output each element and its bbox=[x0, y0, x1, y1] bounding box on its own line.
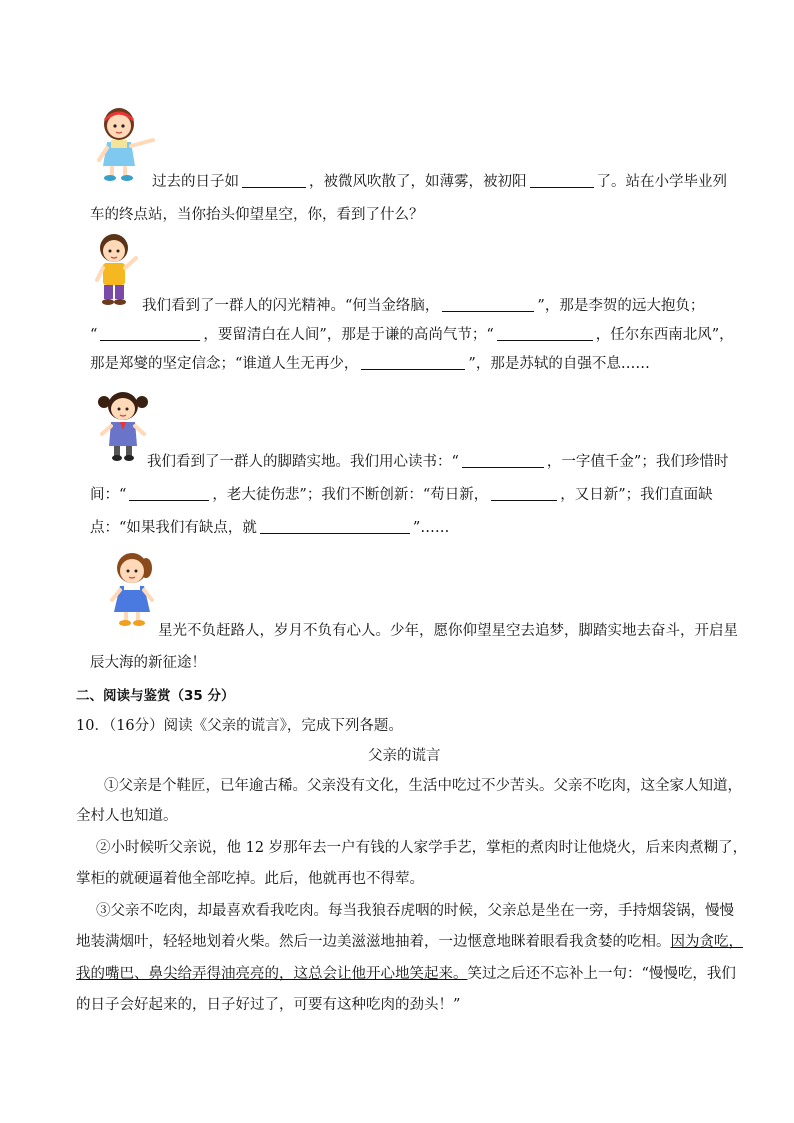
article-paragraph-3-line-1: ③父亲不吃肉，却最喜欢看我吃肉。每当我狼吞虎咽的时候，父亲总是坐在一旁，手持烟袋锅，慢慢 bbox=[96, 903, 734, 919]
kids-paragraph-1-line-1: 过去的日子如 ，被微风吹散了，如薄雾，被初阳 了。站在小学毕业列 bbox=[152, 174, 727, 190]
article-paragraph-1-line-2: 全村人也知道。 bbox=[76, 808, 178, 824]
blank-10[interactable] bbox=[260, 519, 410, 534]
girl-pigtails-icon bbox=[96, 388, 150, 464]
article-paragraph-1-line-1: ①父亲是个鞋匠，已年逾古稀。父亲没有文化，生活中吃过不少苦头。父亲不吃肉，这全家人知道， bbox=[104, 778, 742, 794]
kids-paragraph-3-line-3: 点：“如果我们有缺点，就 ”…… bbox=[90, 520, 450, 536]
blank-7[interactable] bbox=[462, 453, 544, 468]
kids-paragraph-2-line-2: “ ，要留清白在人间”，那是于谦的高尚气节；“ ，任尔东西南北风”， bbox=[90, 327, 734, 343]
kids-paragraph-3-line-1: 我们看到了一群人的脚踏实地。我们用心读书：“ ，一字值千金”；我们珍惜时 bbox=[147, 454, 729, 470]
blank-1[interactable] bbox=[242, 173, 306, 188]
article-title: 父亲的谎言 bbox=[368, 748, 441, 764]
kids-paragraph-2-line-3: 那是郑燮的坚定信念；“谁道人生无再少， ”，那是苏轼的自强不息…… bbox=[90, 356, 650, 372]
blank-3[interactable] bbox=[442, 297, 534, 312]
blank-8[interactable] bbox=[129, 486, 209, 501]
kids-paragraph-3-line-2: 间：“ ，老大徒伤悲”；我们不断创新：“苟日新， ，又日新”；我们直面缺 bbox=[90, 487, 713, 503]
kids-paragraph-4-line-1: 星光不负赶路人，岁月不负有心人。少年，愿你仰望星空去追梦，脚踏实地去奋斗，开启星 bbox=[158, 623, 738, 639]
article-paragraph-2-line-2: 掌柜的就硬逼着他全部吃掉。此后，他就再也不得荤。 bbox=[76, 871, 424, 887]
blank-2[interactable] bbox=[530, 173, 594, 188]
blank-4[interactable] bbox=[100, 326, 200, 341]
underlined-sentence-part-2: 我的嘴巴、鼻尖给弄得油亮亮的，这总会让他开心地笑起来。 bbox=[76, 966, 468, 982]
girl-ponytail-icon bbox=[108, 550, 158, 630]
kids-paragraph-4-line-2: 辰大海的新征途！ bbox=[90, 655, 206, 671]
article-paragraph-3-line-2: 地装满烟叶，轻轻地划着火柴。然后一边美滋滋地抽着，一边惬意地眯着眼看我贪婪的吃相。因为贪吃， bbox=[76, 934, 743, 950]
article-paragraph-2-line-1: ②小时候听父亲说，他 12 岁那年去一户有钱的人家学手艺，掌柜的煮肉时让他烧火，后来肉煮糊了， bbox=[96, 840, 748, 856]
article-paragraph-3-line-3: 我的嘴巴、鼻尖给弄得油亮亮的，这总会让他开心地笑起来。笑过之后还不忘补上一句：“慢慢吃，我们 bbox=[76, 966, 736, 982]
blank-5[interactable] bbox=[497, 326, 593, 341]
section-heading: 二、阅读与鉴赏（35 分） bbox=[76, 688, 235, 704]
kids-paragraph-1-line-2: 车的终点站，当你抬头仰望星空，你，看到了什么？ bbox=[90, 207, 424, 223]
underlined-sentence-part-1: 因为贪吃， bbox=[670, 934, 743, 950]
girl-pointing-icon bbox=[95, 102, 157, 184]
kids-paragraph-2-line-1: 我们看到了一群人的闪光精神。“何当金络脑， ”，那是李贺的远大抱负； bbox=[142, 298, 705, 314]
article-paragraph-3-line-4: 的日子会好起来的，日子好过了，可要有这种吃肉的劲头！” bbox=[76, 997, 461, 1013]
blank-9[interactable] bbox=[491, 486, 557, 501]
question-prompt: 10．（16分）阅读《父亲的谎言》，完成下列各题。 bbox=[76, 718, 403, 734]
boy-waving-icon bbox=[92, 232, 140, 307]
blank-6[interactable] bbox=[361, 355, 465, 370]
